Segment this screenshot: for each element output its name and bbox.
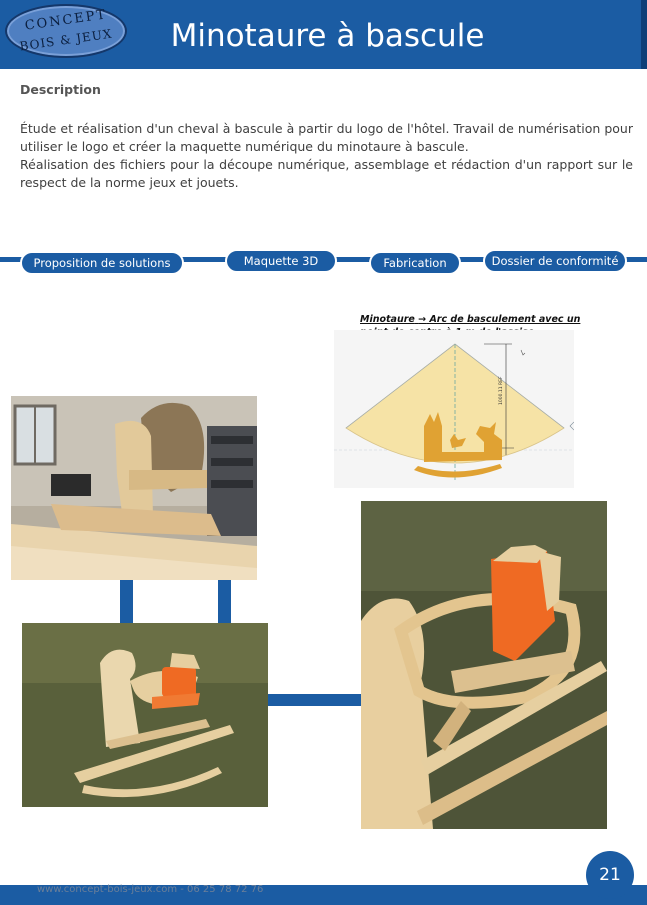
workshop-photo-illustration xyxy=(11,396,257,580)
description-paragraph-2: Réalisation des fichiers pour la découpe numérique, assemblage et rédaction d'un rapport sur le respect de la norme jeux et jouets. xyxy=(20,157,633,190)
rocking-arc-diagram xyxy=(334,330,574,488)
description-paragraph-1: Étude et réalisation d'un cheval à bascule à partir du logo de l'hôtel. Travail de numérisation pour utiliser le logo et créer la maquette numérique du minotaure à bascule. xyxy=(20,121,633,154)
minotaure-large-illustration xyxy=(361,501,607,829)
page-title: Minotaure à bascule xyxy=(170,18,485,54)
brand-logo xyxy=(5,4,127,58)
page-number: 21 xyxy=(586,851,634,899)
timeline-step-maquette: Maquette 3D xyxy=(225,249,337,273)
minotaure-small-illustration xyxy=(22,623,268,807)
description-heading: Description xyxy=(20,82,101,97)
connector-vertical-right xyxy=(218,580,231,624)
connector-vertical-left xyxy=(120,580,133,624)
dimension-label: 1000.11 REF xyxy=(499,376,504,405)
arc-diagram-svg xyxy=(334,330,574,488)
minotaure-photo-large xyxy=(361,501,607,829)
header-banner xyxy=(0,0,647,69)
footer-contact: www.concept-bois-jeux.com - 06 25 78 72 76 xyxy=(37,884,264,895)
timeline-step-solutions: Proposition de solutions xyxy=(20,251,184,275)
connector-horizontal xyxy=(268,694,361,706)
caption-title: Minotaure xyxy=(360,314,415,325)
caption-text: Arc de basculement avec un xyxy=(429,314,581,325)
right-arrow-icon: → xyxy=(418,314,427,325)
timeline-step-fabrication: Fabrication xyxy=(369,251,461,275)
timeline-step-conformite: Dossier de conformité xyxy=(483,249,627,273)
minotaure-photo-small xyxy=(22,623,268,807)
logo-text-top: CONCEPT xyxy=(23,7,109,34)
logo-text-bottom: BOIS & JEUX xyxy=(18,26,114,54)
workshop-photo xyxy=(11,396,257,580)
